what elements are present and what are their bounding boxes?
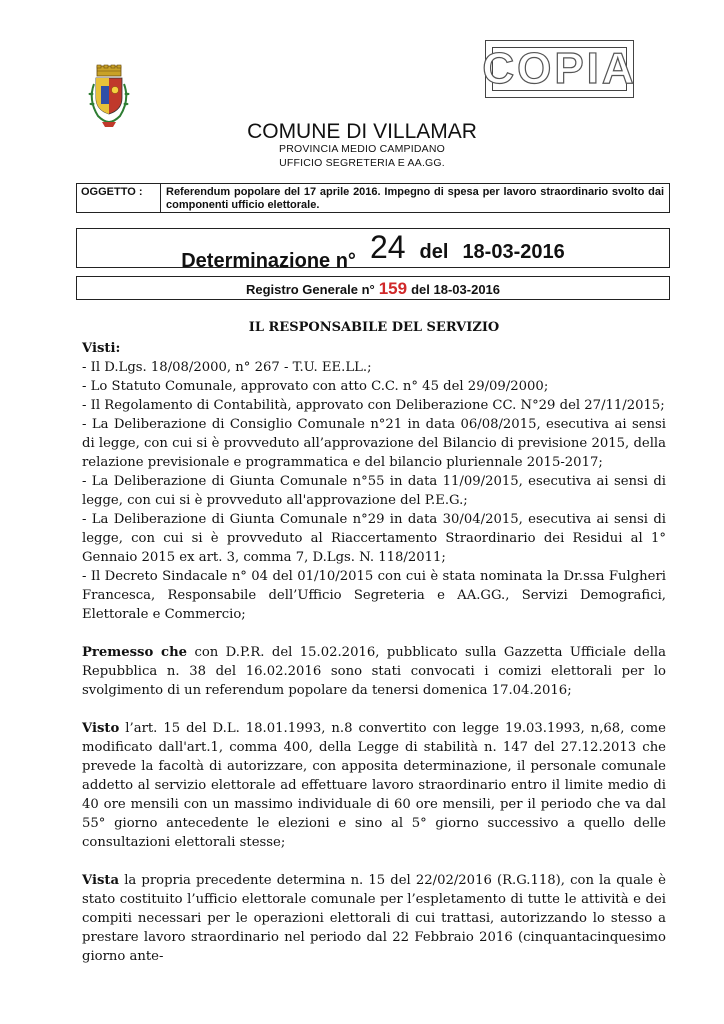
visto-text: l’art. 15 del D.L. 18.01.1993, n.8 convertito con legge 19.03.1993, n,68, come modificato dall'art.1, comma 400, della Legge di stabilità n. 147 del 27.12.2013 che prevede la facoltà di autorizzare, con apposita determinazione, il personale comunale addetto al servizio elettorale ad effettuare lavoro straordinario entro il limite medio di 40 ore mensili con un massimo individuale di 60 ore mensili, per il periodo che va dal 55° giorno antecedente le elezioni e sino al 5° giorno successivo a quello delle consultazioni elettorali stesse; <box>82 721 666 850</box>
visti-item: - Il D.Lgs. 18/08/2000, n° 267 - T.U. EE.LL.; <box>82 360 372 375</box>
provincia-name: PROVINCIA MEDIO CAMPIDANO <box>278 143 446 155</box>
visto-paragraph <box>82 719 666 852</box>
determinazione-date: 18-03-2016 <box>462 241 565 263</box>
determinazione-number: 24 <box>369 229 406 265</box>
registro-box <box>76 276 670 300</box>
premesso-label: Premesso che <box>82 645 188 660</box>
visti-item: - La Deliberazione di Consiglio Comunale n°21 in data 06/08/2015, esecutiva ai sensi di legge, con cui si è provveduto all’approvazione del Bilancio di previsione 2015, della relazione previsionale e programmatica e del bilancio pluriennale 2015-2017; <box>82 417 666 470</box>
vista-text: la propria precedente determina n. 15 del 22/02/2016 (R.G.118), con la quale è stato costituito l’ufficio elettorale comunale per l’espletamento di tutte le attività e dei compiti necessari per le operazioni elettorali di cui trattasi, autorizzando lo stesso a prestare lavoro straordinario nel periodo dal 22 Febbraio 2016 (cinquantacinquesimo giorno ante- <box>82 873 666 964</box>
copia-stamp-text: COPIA <box>482 44 637 93</box>
vista-paragraph <box>82 871 666 966</box>
visto-label: Visto <box>82 721 120 736</box>
determinazione-del: del <box>419 241 449 263</box>
visti-label: Visti: <box>82 341 121 356</box>
visti-item: - La Deliberazione di Giunta Comunale n°29 in data 30/04/2015, esecutiva ai sensi di legge, con cui si è provveduto al Riaccertamento Straordinario dei Residui al 1° Gennaio 2015 ex art. 3, comma 7, D.Lgs. N. 118/2011; <box>82 512 666 565</box>
determinazione-box <box>76 228 670 272</box>
registro-number: 159 <box>378 279 408 298</box>
visti-item: - Lo Statuto Comunale, approvato con atto C.C. n° 45 del 29/09/2000; <box>82 379 549 394</box>
responsabile-heading: IL RESPONSABILE DEL SERVIZIO <box>248 320 500 335</box>
visti-item: - La Deliberazione di Giunta Comunale n°55 in data 11/09/2015, esecutiva ai sensi di legge, con cui si è provveduto all'approvazione del P.E.G.; <box>82 474 666 508</box>
ufficio-name: UFFICIO SEGRETERIA E AA.GG. <box>279 157 445 169</box>
premesso-paragraph <box>82 643 666 700</box>
oggetto-text: Referendum popolare del 17 aprile 2016. Impegno di spesa per lavoro straordinario svolto dai componenti ufficio elettorale. <box>166 186 664 211</box>
comune-name: COMUNE DI VILLAMAR <box>247 120 477 143</box>
registro-del: del <box>411 282 430 297</box>
visti-item: - Il Decreto Sindacale n° 04 del 01/10/2015 con cui è stata nominata la Dr.ssa Fulgheri Francesca, Responsabile dell’Ufficio Segreteria e AA.GG., Servizi Demografici, Elettorale e Commercio; <box>82 569 666 622</box>
determinazione-label: Determinazione n° <box>181 250 356 272</box>
registro-date: 18-03-2016 <box>433 282 501 297</box>
document-body <box>82 318 666 966</box>
oggetto-box <box>76 183 670 213</box>
premesso-text: con D.P.R. del 15.02.2016, pubblicato sulla Gazzetta Ufficiale della Repubblica n. 38 del 16.02.2016 sono stati convocati i comizi elettorali per lo svolgimento di un referendum popolare da tenersi domenica 17.04.2016; <box>82 645 667 698</box>
registro-label: Registro Generale n° <box>245 282 375 297</box>
vista-label: Vista <box>82 873 120 888</box>
visti-item: - Il Regolamento di Contabilità, approvato con Deliberazione CC. N°29 del 27/11/2015; <box>82 398 665 413</box>
copia-stamp <box>482 40 637 98</box>
oggetto-label: OGGETTO : <box>77 184 161 212</box>
